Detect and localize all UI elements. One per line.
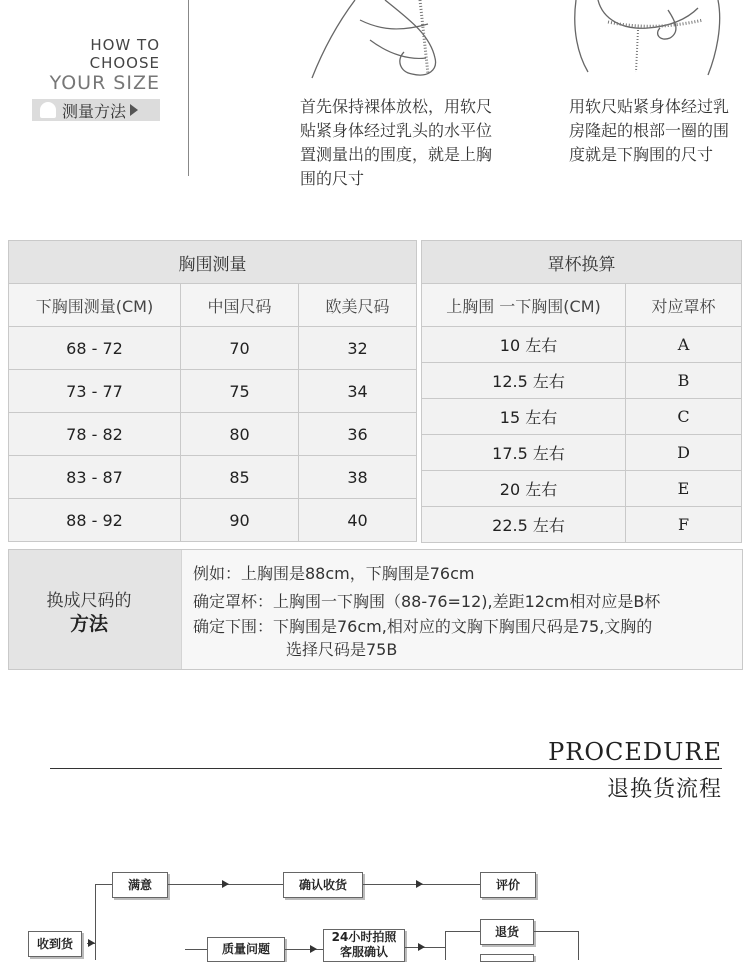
bust-size-table xyxy=(8,240,417,542)
arrow-icon xyxy=(310,945,317,953)
flow-line xyxy=(534,931,578,932)
table-row xyxy=(422,435,742,471)
under-bust-range: 68 - 72 xyxy=(9,327,181,370)
cup-letter: C xyxy=(626,399,742,435)
china-size: 90 xyxy=(181,499,299,542)
node-satisfied: 满意 xyxy=(112,872,168,898)
measure-method-tag xyxy=(32,99,160,121)
node-quality-issue: 质量问题 xyxy=(207,937,285,962)
how-to-choose-title xyxy=(20,36,160,94)
arrow-icon xyxy=(416,880,423,888)
header-bust-difference: 上胸围 一下胸围(CM) xyxy=(422,284,626,327)
cup-letter: D xyxy=(626,435,742,471)
table-row xyxy=(9,370,417,413)
node-received: 收到货 xyxy=(28,931,82,957)
tape-measure-icon xyxy=(40,102,56,118)
table-row xyxy=(422,507,742,543)
header-cup: 对应罩杯 xyxy=(626,284,742,327)
china-size: 85 xyxy=(181,456,299,499)
header-under-bust: 下胸围测量(CM) xyxy=(9,284,181,327)
arrow-icon xyxy=(222,880,229,888)
bust-table-title: 胸围测量 xyxy=(9,241,417,284)
how-line-1: HOW TO xyxy=(90,36,160,54)
under-bust-range: 78 - 82 xyxy=(9,413,181,456)
china-size: 75 xyxy=(181,370,299,413)
arrow-icon xyxy=(418,943,425,951)
under-bust-range: 83 - 87 xyxy=(9,456,181,499)
vertical-divider xyxy=(188,0,189,176)
eu-us-size: 36 xyxy=(299,413,417,456)
header-eu-us-size: 欧美尺码 xyxy=(299,284,417,327)
bust-difference: 10 左右 xyxy=(422,327,626,363)
table-row xyxy=(9,456,417,499)
flow-line xyxy=(185,949,207,950)
flow-line xyxy=(95,884,112,885)
cup-letter: F xyxy=(626,507,742,543)
how-line-2: CHOOSE xyxy=(89,54,160,72)
method-label-line-2: 方法 xyxy=(69,613,108,635)
method-example: 例如：上胸围是88cm，下胸围是76cm xyxy=(193,564,475,583)
play-arrow-icon xyxy=(130,104,138,116)
procedure-title-en: PROCEDURE xyxy=(548,738,722,766)
node-photo-confirm xyxy=(323,929,405,962)
node-confirm-receipt: 确认收货 xyxy=(283,872,363,898)
method-band-rule: 确定下围：下胸围是76cm,相对应的文胸下胸围尺码是75,文胸的 xyxy=(193,617,653,636)
bust-difference: 12.5 左右 xyxy=(422,363,626,399)
size-method-box xyxy=(8,549,743,670)
procedure-title-cn: 退换货流程 xyxy=(606,777,722,802)
flow-line xyxy=(285,949,323,950)
under-bust-measure-illustration xyxy=(568,0,738,80)
under-bust-range: 73 - 77 xyxy=(9,370,181,413)
cup-letter: E xyxy=(626,471,742,507)
flow-line xyxy=(445,931,446,960)
node-review: 评价 xyxy=(480,872,536,898)
table-row xyxy=(9,413,417,456)
method-result: 选择尺码是75B xyxy=(286,640,398,659)
eu-us-size: 40 xyxy=(299,499,417,542)
bust-difference: 22.5 左右 xyxy=(422,507,626,543)
procedure-rule-line xyxy=(50,768,722,769)
cup-conversion-table xyxy=(421,240,742,543)
node-return: 退货 xyxy=(480,919,534,945)
china-size: 70 xyxy=(181,327,299,370)
method-label-panel xyxy=(9,550,182,669)
table-row xyxy=(422,327,742,363)
eu-us-size: 38 xyxy=(299,456,417,499)
how-line-3: YOUR SIZE xyxy=(49,72,160,94)
table-row xyxy=(422,399,742,435)
measure-method-label: 测量方法 xyxy=(62,101,127,121)
method-cup-rule: 确定罩杯：上胸围一下胸围（88-76=12),差距12cm相对应是B杯 xyxy=(193,592,661,611)
cup-letter: B xyxy=(626,363,742,399)
table-row xyxy=(9,499,417,542)
cup-table-title: 罩杯换算 xyxy=(422,241,742,284)
arrow-icon xyxy=(88,939,95,947)
bust-difference: 15 左右 xyxy=(422,399,626,435)
upper-bust-measure-illustration xyxy=(300,0,460,82)
under-bust-range: 88 - 92 xyxy=(9,499,181,542)
node-photo-confirm-line-2: 客服确认 xyxy=(339,945,388,959)
flow-line xyxy=(445,931,480,932)
flow-line xyxy=(578,931,579,960)
method-label-line-1: 换成尺码的 xyxy=(46,591,132,611)
eu-us-size: 32 xyxy=(299,327,417,370)
table-row xyxy=(422,363,742,399)
header-china-size: 中国尺码 xyxy=(181,284,299,327)
table-row xyxy=(422,471,742,507)
node-photo-confirm-line-1: 24小时拍照 xyxy=(331,930,397,944)
upper-bust-caption: 首先保持裸体放松，用软尺贴紧身体经过乳头的水平位置测量出的围度，就是上胸围的尺寸 xyxy=(300,97,493,188)
flow-line xyxy=(405,947,445,948)
bust-difference: 20 左右 xyxy=(422,471,626,507)
cup-letter: A xyxy=(626,327,742,363)
under-bust-caption: 用软尺贴紧身体经过乳房隆起的根部一圈的围度就是下胸围的尺寸 xyxy=(569,97,730,164)
china-size: 80 xyxy=(181,413,299,456)
node-exchange xyxy=(480,954,534,962)
eu-us-size: 34 xyxy=(299,370,417,413)
flow-trunk-line xyxy=(95,884,96,960)
table-row xyxy=(9,327,417,370)
bust-difference: 17.5 左右 xyxy=(422,435,626,471)
